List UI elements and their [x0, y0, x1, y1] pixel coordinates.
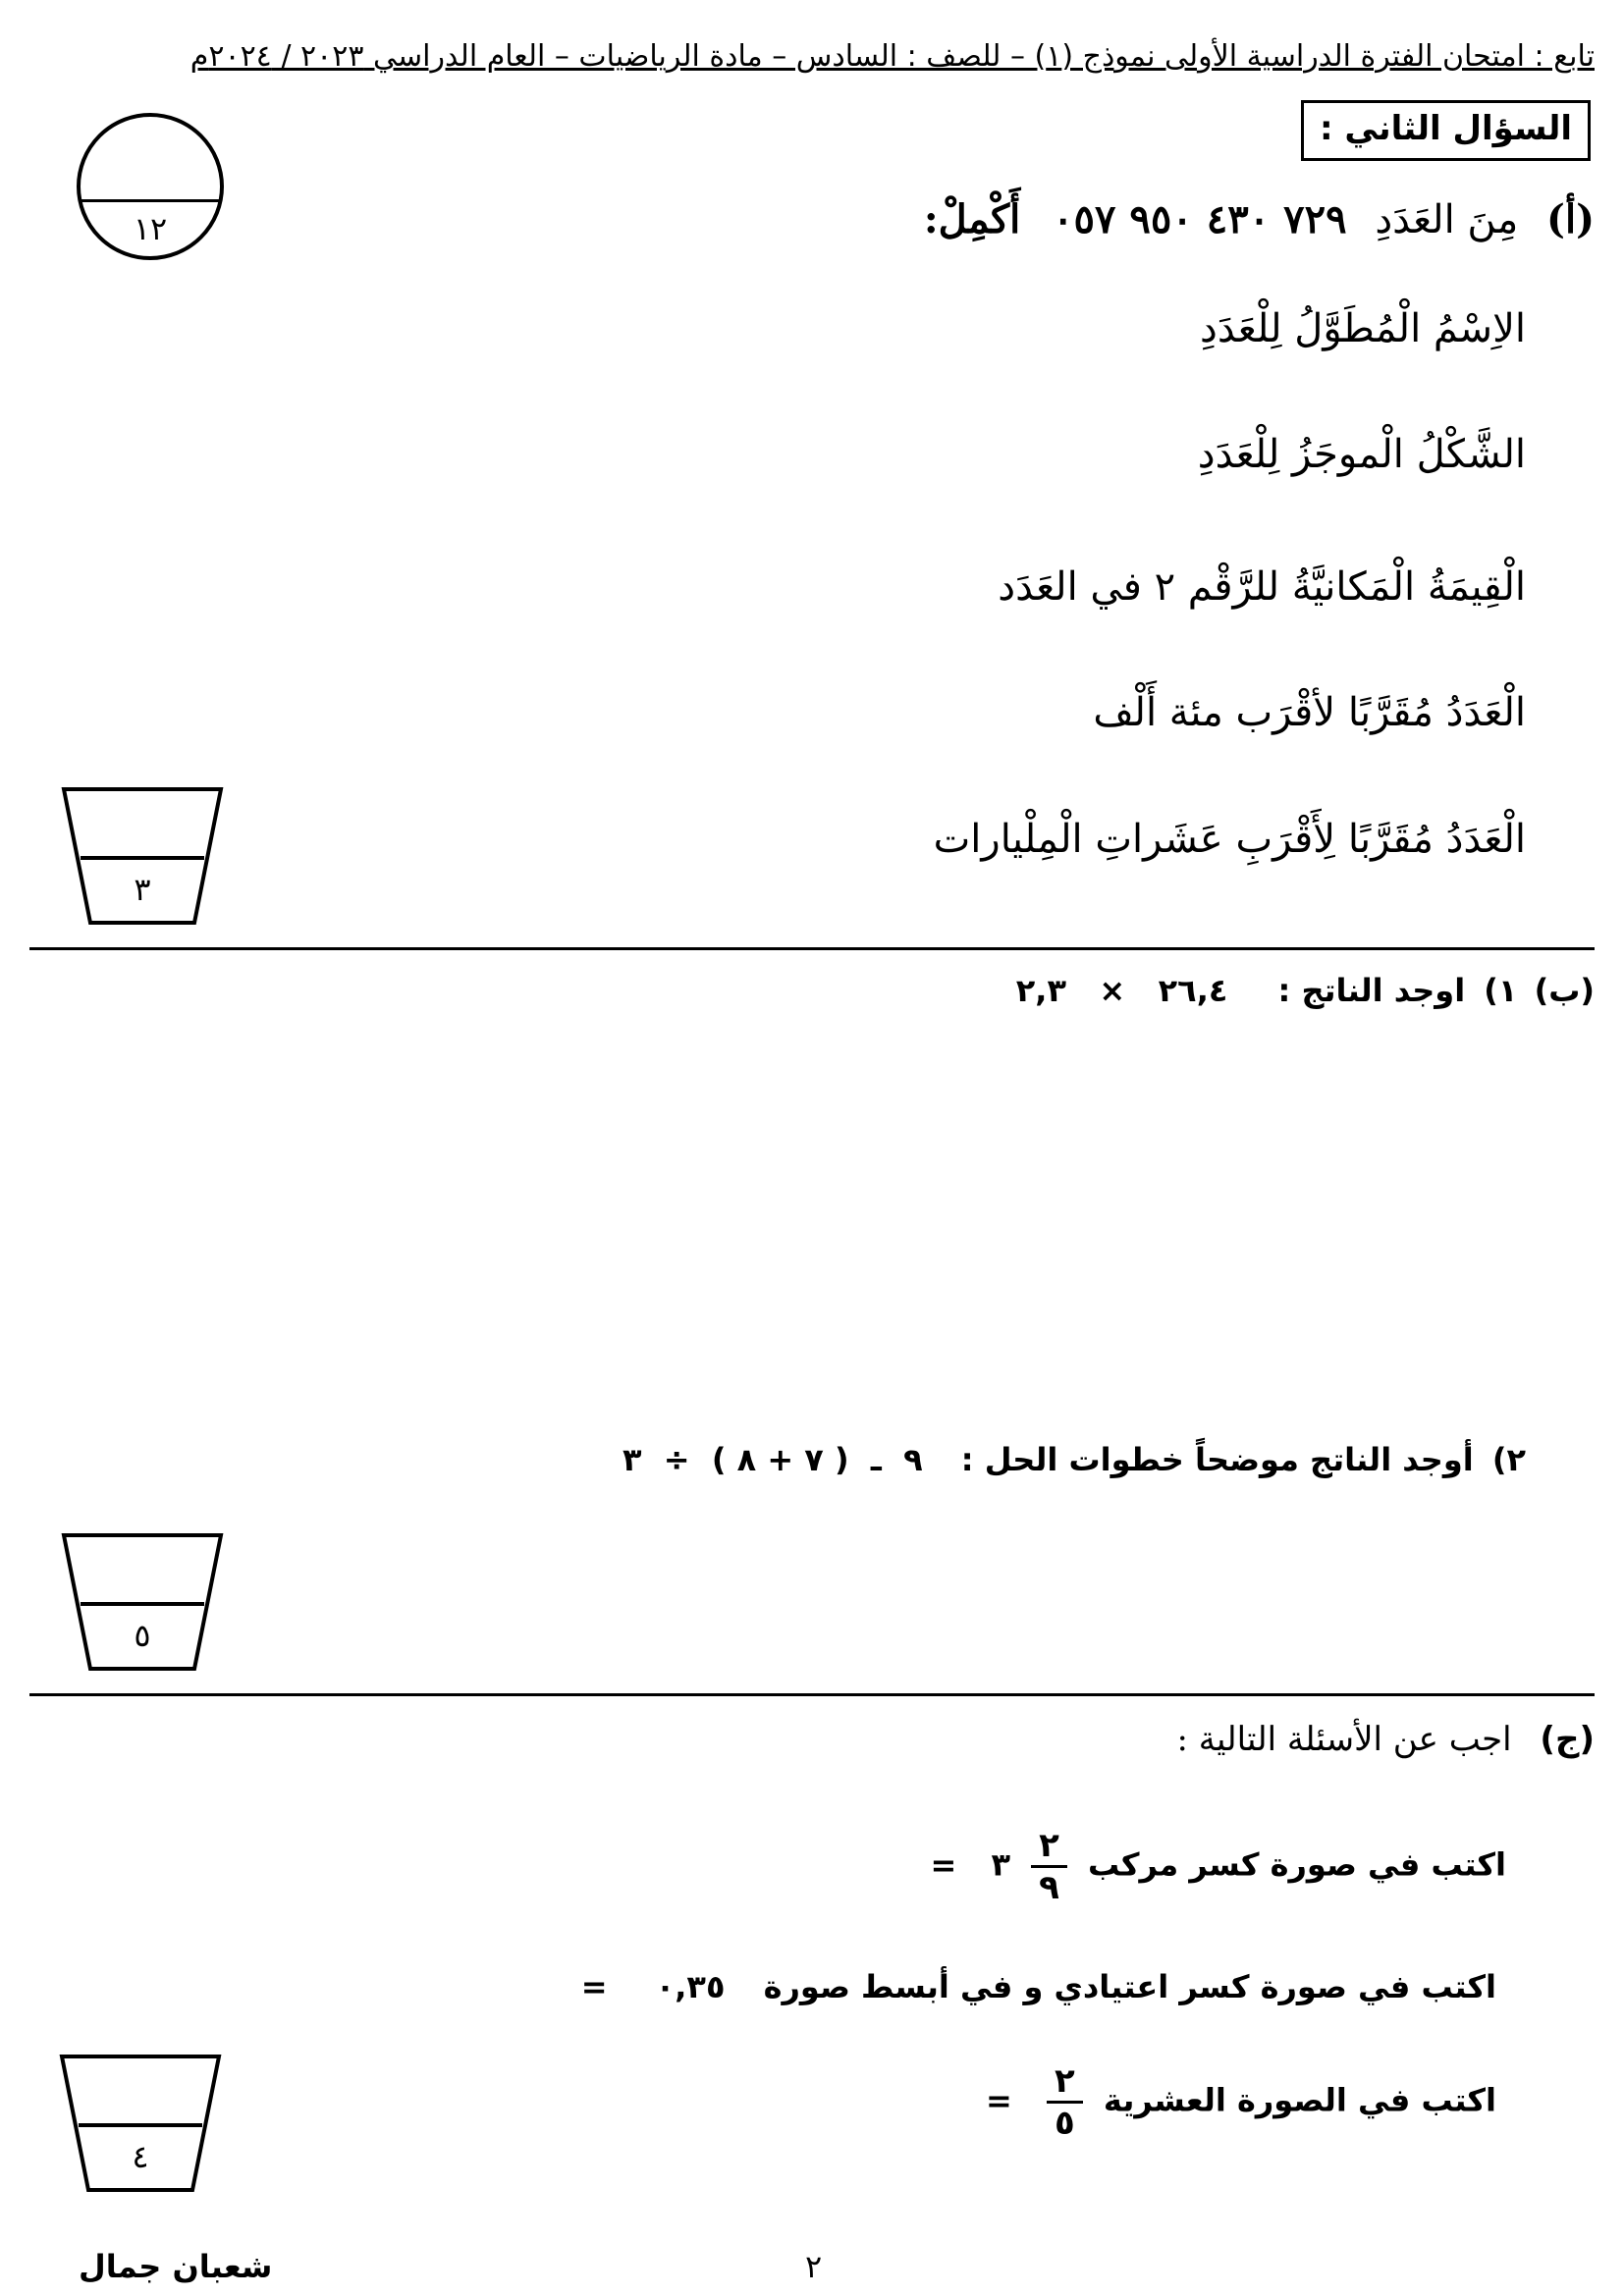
part-c-q1-numerator: ٢ [1031, 1826, 1067, 1868]
part-a-heading [924, 196, 1595, 242]
total-score-circle [77, 113, 224, 260]
part-b-q1 [1016, 972, 1595, 1009]
part-c-q2-equals: = [580, 1968, 608, 2005]
part-c-q3-denominator: ٥ [1055, 2104, 1075, 2143]
part-b-q2-expr: ٩ ـ ( ٧ + ٨ ) ÷ ٣ [622, 1441, 923, 1478]
part-c-heading [1177, 1720, 1595, 1759]
part-b-q1-expr: ٢٦,٤ × ٢,٣ [1015, 972, 1228, 1009]
part-b-label: (ب) [1534, 972, 1595, 1009]
page-number: ٢ [805, 2248, 823, 2285]
part-c-label: (ج) [1540, 1720, 1595, 1759]
part-c-q2-text: اكتب في صورة كسر اعتيادي و في أبسط صورة [763, 1968, 1496, 2005]
page-header: تابع : امتحان الفترة الدراسية الأولى نموذج (١) – للصف : السادس – مادة الرياضيات – العام الدراسي ٢٠٢٣ / ٢٠٢٤م [189, 39, 1595, 74]
part-c-q2 [581, 1968, 1496, 2005]
part-a-label: (أ) [1546, 196, 1595, 242]
part-a-line-2: الشَّكْلُ الْموجَزُ لِلْعَدَدِ [1197, 432, 1526, 477]
part-c-q2-value: ٠,٣٥ [655, 1968, 726, 2005]
part-b-q2 [623, 1441, 1526, 1478]
part-b-q1-num: ١) [1484, 972, 1518, 1009]
part-c-q1 [930, 1826, 1506, 1907]
total-score: ١٢ [133, 210, 168, 247]
part-c-q1-equals: = [930, 1845, 957, 1884]
part-c-q3 [986, 2061, 1496, 2143]
part-b-q1-text: اوجد الناتج : [1277, 972, 1466, 1009]
part-c-q3-equals: = [986, 2081, 1012, 2119]
part-c-intro: اجب عن الأسئلة التالية : [1176, 1720, 1512, 1759]
part-c-q1-fraction [1031, 1826, 1067, 1907]
part-c-score: ٤ [132, 2138, 149, 2175]
part-c-q1-denominator: ٩ [1039, 1868, 1059, 1907]
part-a-line-1: الاِسْمُ الْمُطَوَّلُ لِلْعَدَدِ [1200, 306, 1526, 351]
part-c-q1-text: اكتب في صورة كسر مركب [1088, 1845, 1506, 1884]
part-a-intro: مِنَ العَدَدِ [1375, 197, 1519, 242]
part-b-score-box [59, 1533, 226, 1671]
part-a-score-box [59, 787, 226, 925]
part-c-q3-numerator: ٢ [1047, 2061, 1083, 2104]
part-c-q1-whole: ٣ [991, 1845, 1010, 1884]
part-a-complete: أَكْمِلْ: [923, 196, 1021, 242]
part-a-line-5: الْعَدَدُ مُقَرَّبًا لِأَقْرَبِ عَشَراتِ الْمِلْيارات [933, 817, 1526, 862]
part-a-line-3: الْقِيمَةُ الْمَكانيَّةُ للرَّقْم ٢ في العَدَد [998, 564, 1526, 610]
part-c-q3-text: اكتب في الصورة العشرية [1103, 2081, 1496, 2119]
part-c-q3-fraction [1047, 2061, 1083, 2143]
part-b-q2-text: أوجد الناتج موضحاً خطوات الحل : [960, 1441, 1474, 1478]
divider-2 [29, 1693, 1595, 1696]
part-c-score-box [57, 2055, 224, 2192]
question-title: السؤال الثاني : [1301, 100, 1591, 161]
circle-divider [81, 199, 220, 202]
divider-1 [29, 947, 1595, 950]
author-name: شعبان جمال [79, 2248, 273, 2285]
part-b-q2-num: ٢) [1491, 1441, 1526, 1478]
part-b-score: ٥ [134, 1617, 151, 1654]
part-a-score: ٣ [134, 871, 151, 908]
part-a-line-4: الْعَدَدُ مُقَرَّبًا لأقْرَب مئة أَلْف [1093, 690, 1526, 735]
part-a-number: ٧٢٩ ٤٣٠ ٩٥٠ ٠٥٧ [1052, 196, 1347, 242]
